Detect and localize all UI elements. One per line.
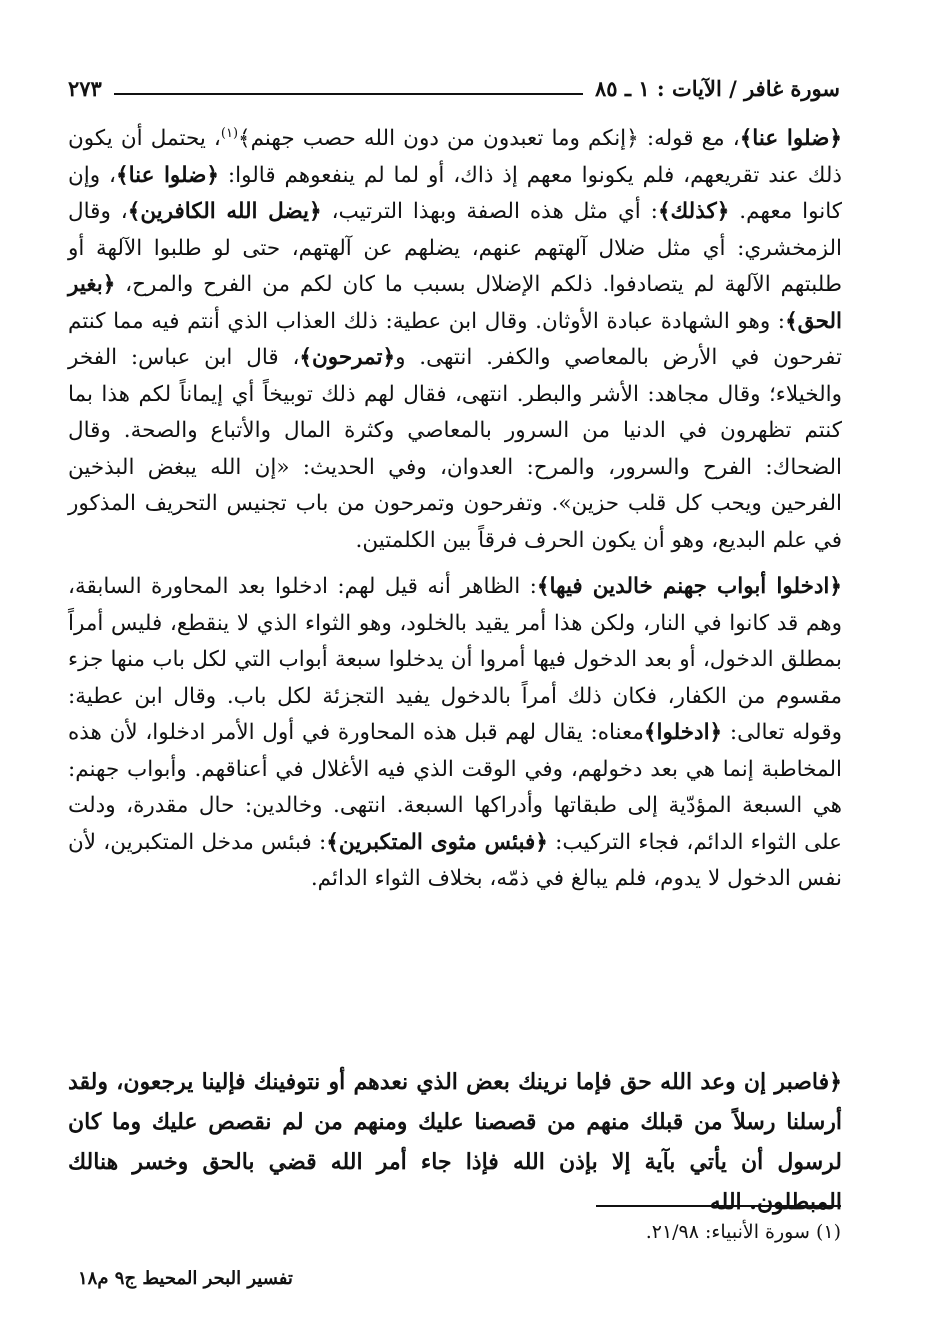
- quoted-phrase: ﴿كذلك﴾: [657, 199, 730, 225]
- commentary-paragraph-1: [68, 116, 842, 559]
- text-run: : فبئس مدخل المتكبرين، لأن نفس الدخول لا يدوم، فلم يبالغ في ذمّه، بخلاف الثواء الدائم.: [68, 829, 842, 892]
- header-rule: [114, 93, 583, 95]
- text-run: معناه: يقال لهم قبل هذه المحاورة في أول الأمر ادخلوا، لأن هذه المخاطبة إنما هي بعد دخولهم، وفي الوقت الذي فيه الأغلال في أعناقهم. وأبواب جهنم: هي السبعة المؤدّية إلى طبقاتها وأدراكها السبعة. انتهى. وخالدين: حال مقدرة، ودلت على الثواء الدائم، فجاء التركيب:: [68, 720, 842, 855]
- quoted-phrase: ﴿ادخلوا﴾: [643, 720, 723, 746]
- quoted-phrase: ﴿فبئس مثوى المتكبرين﴾: [326, 829, 548, 855]
- text-run: ﴿إنكم وما تعبدون من دون الله حصب جهنم﴾: [238, 126, 639, 152]
- commentary-paragraph-2: [68, 569, 842, 898]
- quoted-phrase: ﴿تمرحون﴾: [299, 345, 396, 371]
- footnote-marker: (١): [220, 126, 239, 141]
- quoted-phrase: ﴿يضل الله الكافرين﴾: [127, 199, 322, 225]
- page-number: ٢٧٣: [68, 75, 102, 101]
- quoted-phrase: ﴿ضلوا عنا﴾: [115, 162, 220, 188]
- quoted-phrase: ﴿ضلوا عنا﴾: [739, 126, 842, 152]
- quran-verses: [68, 1062, 842, 1222]
- footnote: (١) سورة الأنبياء: ٢١/٩٨.: [645, 1221, 841, 1243]
- book-footer: تفسير البحر المحيط ج٩ م١٨: [78, 1268, 293, 1289]
- quoted-phrase: ﴿ادخلوا أبواب جهنم خالدين فيها﴾: [536, 574, 843, 600]
- text-run: : أي مثل هذه الصفة وبهذا الترتيب،: [321, 199, 658, 225]
- text-run: ، يحتمل أن يكون ذلك عند تقريعهم، فلم يكونوا معهم إذ ذاك، أو لما لم ينفعوهم قالوا:: [68, 126, 842, 188]
- running-header: [68, 68, 840, 108]
- text-run: ، وإن كانوا معهم.: [68, 162, 842, 225]
- verse-text: ﴿فاصبر إن وعد الله حق فإما نرينك بعض الذي نعدهم أو نتوفينك فإلينا يرجعون، ولقد أرسلنا رسلاً من قبلك منهم من قصصنا عليك ومنهم من لم نقصص عليك وما كان لرسول أن يأتي بآية إلا بإذن الله فإذا جاء أمر الله قضي بالحق وخسر هنالك المبطلون. الله: [68, 1069, 842, 1215]
- quoted-phrase: ﴿بغير الحق﴾: [68, 272, 842, 334]
- text-run: ، قال ابن عباس: الفخر والخيلاء؛ وقال مجاهد: الأشر والبطر. انتهى، فقال لهم ذلك توبيخاً أي إيماناً لكم هذا بما كنتم تظهرون في الدنيا من السرور بالمعاصي وكثرة المال والأتباع والصحة. وقال الضحاك: الفرح والسرور، والمرح: العدوان، وفي الحديث: «إن الله يبغض البذخين الفرحين ويحب كل قلب حزين». وتفرحون وتمرحون من باب تجنيس التحريف المذكور في علم البديع، وهو أن يكون الحرف فرقاً بين الكلمتين.: [68, 345, 842, 553]
- text-run: : الظاهر أنه قيل لهم: ادخلوا بعد المحاورة السابقة، وهم قد كانوا في النار، ولكن هذا أمر يقيد بالخلود، وهو الثواء الذي لا ينقطع، فليس أمراً بمطلق الدخول، أو بعد الدخول فيها أمروا أن يدخلوا سبعة أبواب التي لكل باب منها جزء مقسوم من الكفار، فكان ذلك أمراً بالدخول يفيد التجزئة لكل باب. وقال ابن عطية: وقوله تعالى:: [68, 574, 842, 746]
- header-title: سورة غافر / الآيات : ١ ـ ٨٥: [594, 75, 840, 101]
- commentary-text: [68, 116, 842, 898]
- footnote-rule: [596, 1205, 841, 1207]
- text-run: ، وقال الزمخشري: أي مثل ضلال آلهتهم عنهم، يضلهم عن آلهتهم، حتى لو طلبوا الآلهة أو طلبتهم الآلهة لم يتصادفوا. ذلكم الإضلال بسبب ما كان لكم من الفرح والمرح،: [68, 199, 842, 298]
- text-run: ، مع قوله:: [638, 126, 740, 152]
- text-run: : وهو الشهادة عبادة الأوثان. وقال ابن عطية: ذلك العذاب الذي أنتم فيه مما كنتم تفرحون في الأرض بالمعاصي والكفر. انتهى. و: [68, 308, 843, 371]
